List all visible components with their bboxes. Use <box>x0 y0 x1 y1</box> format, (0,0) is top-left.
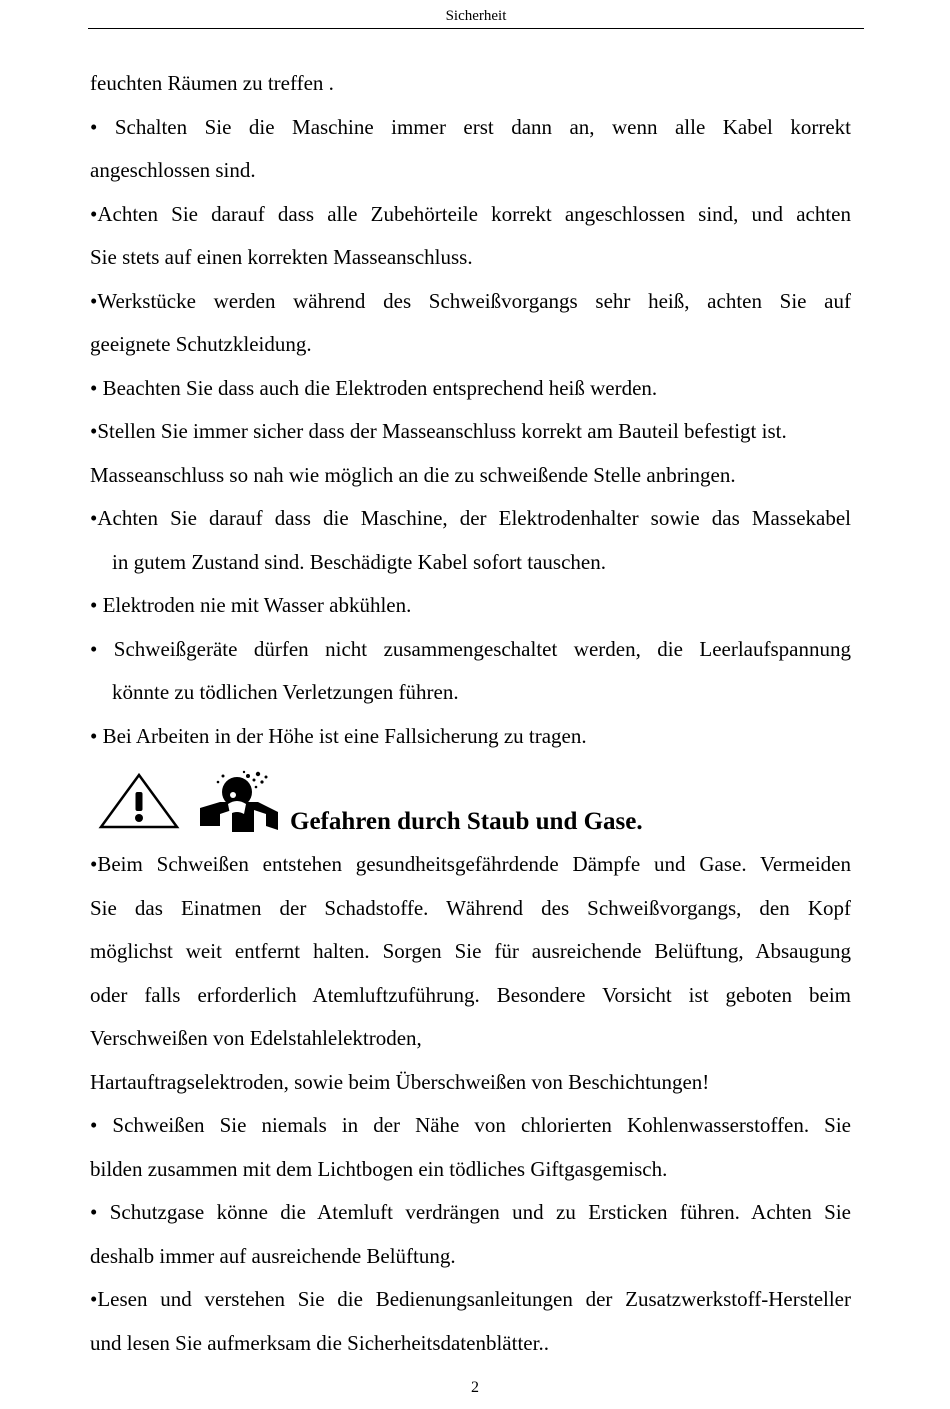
text-line: •Stellen Sie immer sicher dass der Masseanschluss korrekt am Bauteil befestigt ist. <box>90 419 787 443</box>
text-line: bilden zusammen mit dem Lichtbogen ein tödliches Giftgasgemisch. <box>90 1156 668 1181</box>
hazard-section-title: Gefahren durch Staub und Gase. <box>290 808 643 835</box>
text-line: könnte zu tödlichen Verletzungen führen. <box>112 680 459 704</box>
hazard-section-header <box>98 770 858 840</box>
text-line: • Schweißgeräte dürfen nicht zusammengeschaltet werden, die Leerlaufspannung <box>90 636 851 661</box>
text-line: •Achten Sie darauf dass die Maschine, der Elektrodenhalter sowie das Massekabel <box>90 506 851 530</box>
text-line: und lesen Sie aufmerksam die Sicherheitsdatenblätter.. <box>90 1330 549 1355</box>
text-line: • Bei Arbeiten in der Höhe ist eine Fallsicherung zu tragen. <box>90 723 587 748</box>
text-line: • Schweißen Sie niemals in der Nähe von chlorierten Kohlenwasserstoffen. Sie <box>90 1113 851 1137</box>
text-line: • Schutzgase könne die Atemluft verdrängen und zu Ersticken führen. Achten Sie <box>90 1200 851 1224</box>
text-line: geeignete Schutzkleidung. <box>90 332 312 356</box>
text-line: Sie das Einatmen der Schadstoffe. Während des Schweißvorgangs, den Kopf <box>90 895 851 920</box>
text-line: deshalb immer auf ausreichende Belüftung. <box>90 1243 456 1268</box>
page-number: 2 <box>471 1379 479 1396</box>
text-line: •Achten Sie darauf dass alle Zubehörteile korrekt angeschlossen sind, und achten <box>90 201 851 226</box>
text-line: Verschweißen von Edelstahlelektroden, <box>90 1026 422 1050</box>
text-line: in gutem Zustand sind. Beschädigte Kabel sofort tauschen. <box>112 549 606 574</box>
text-line: • Beachten Sie dass auch die Elektroden entsprechend heiß werden. <box>90 375 658 400</box>
text-line: oder falls erforderlich Atemluftzuführung. Besondere Vorsicht ist geboten beim <box>90 982 851 1007</box>
text-line: • Schalten Sie die Maschine immer erst dann an, wenn alle Kabel korrekt <box>90 114 851 139</box>
text-line: möglichst weit entfernt halten. Sorgen Sie für ausreichende Belüftung, Absaugung <box>90 939 851 963</box>
text-line: •Beim Schweißen entstehen gesundheitsgefährdende Dämpfe und Gase. Vermeiden <box>90 852 851 876</box>
text-line: Masseanschluss so nah wie möglich an die zu schweißende Stelle anbringen. <box>90 462 736 487</box>
text-line: • Elektroden nie mit Wasser abkühlen. <box>90 593 412 617</box>
text-line: •Lesen und verstehen Sie die Bedienungsanleitungen der Zusatzwerkstoff-Hersteller <box>90 1287 851 1311</box>
text-line: angeschlossen sind. <box>90 158 256 182</box>
header-title: Sicherheit <box>445 8 507 24</box>
warning-triangle-icon <box>98 772 180 830</box>
text-line: Hartauftragselektroden, sowie beim Überschweißen von Beschichtungen! <box>90 1069 710 1094</box>
page-header <box>88 6 864 29</box>
safety-text-block-bottom <box>90 843 851 1365</box>
text-line: feuchten Räumen zu treffen . <box>90 71 334 95</box>
toxic-fumes-icon <box>198 770 280 832</box>
text-line: Sie stets auf einen korrekten Masseanschluss. <box>90 245 473 269</box>
safety-text-block-top <box>90 62 851 758</box>
text-line: •Werkstücke werden während des Schweißvorgangs sehr heiß, achten Sie auf <box>90 288 851 313</box>
